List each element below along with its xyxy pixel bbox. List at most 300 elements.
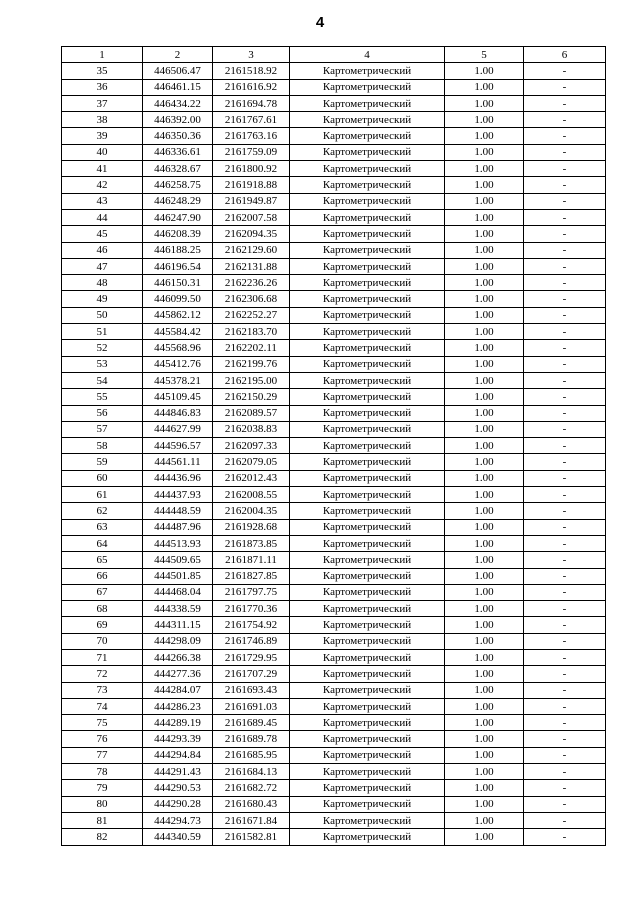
point-number-cell: 60 [62,470,143,486]
accuracy-cell: 1.00 [445,764,524,780]
x-coordinate-cell: 446461.15 [143,79,213,95]
point-number-cell: 48 [62,275,143,291]
x-coordinate-cell: 444284.07 [143,682,213,698]
point-number-cell: 42 [62,177,143,193]
y-coordinate-cell: 2162008.55 [213,487,290,503]
table-row [62,584,606,600]
table-row [62,242,606,258]
coordinates-table [61,46,606,846]
method-cell: Картометрический [290,454,445,470]
x-coordinate-cell: 446196.54 [143,258,213,274]
note-cell: - [524,356,606,372]
x-coordinate-cell: 446188.25 [143,242,213,258]
note-cell: - [524,258,606,274]
note-cell: - [524,633,606,649]
x-coordinate-cell: 445412.76 [143,356,213,372]
table-row [62,617,606,633]
x-coordinate-cell: 445584.42 [143,324,213,340]
table-row [62,161,606,177]
method-cell: Картометрический [290,682,445,698]
y-coordinate-cell: 2161928.68 [213,519,290,535]
accuracy-cell: 1.00 [445,421,524,437]
point-number-cell: 64 [62,535,143,551]
table-row [62,633,606,649]
point-number-cell: 74 [62,698,143,714]
table-row [62,829,606,845]
accuracy-cell: 1.00 [445,584,524,600]
y-coordinate-cell: 2161918.88 [213,177,290,193]
x-coordinate-cell: 444468.04 [143,584,213,600]
note-cell: - [524,796,606,812]
method-cell: Картометрический [290,307,445,323]
table-row [62,177,606,193]
y-coordinate-cell: 2161763.16 [213,128,290,144]
point-number-cell: 80 [62,796,143,812]
x-coordinate-cell: 446506.47 [143,63,213,79]
accuracy-cell: 1.00 [445,731,524,747]
accuracy-cell: 1.00 [445,161,524,177]
table-row [62,764,606,780]
point-number-cell: 77 [62,747,143,763]
note-cell: - [524,112,606,128]
note-cell: - [524,584,606,600]
point-number-cell: 54 [62,372,143,388]
table-row [62,356,606,372]
method-cell: Картометрический [290,780,445,796]
method-cell: Картометрический [290,731,445,747]
note-cell: - [524,275,606,291]
accuracy-cell: 1.00 [445,242,524,258]
y-coordinate-cell: 2161797.75 [213,584,290,600]
table-row [62,519,606,535]
x-coordinate-cell: 446099.50 [143,291,213,307]
method-cell: Картометрический [290,519,445,535]
accuracy-cell: 1.00 [445,454,524,470]
note-cell: - [524,535,606,551]
point-number-cell: 72 [62,666,143,682]
note-cell: - [524,731,606,747]
y-coordinate-cell: 2162252.27 [213,307,290,323]
x-coordinate-cell: 446434.22 [143,95,213,111]
table-row [62,421,606,437]
y-coordinate-cell: 2161582.81 [213,829,290,845]
table-row [62,405,606,421]
accuracy-cell: 1.00 [445,487,524,503]
y-coordinate-cell: 2161680.43 [213,796,290,812]
table-row [62,209,606,225]
table-row [62,649,606,665]
table-row [62,438,606,454]
method-cell: Картометрический [290,552,445,568]
y-coordinate-cell: 2162089.57 [213,405,290,421]
method-cell: Картометрический [290,405,445,421]
method-cell: Картометрический [290,242,445,258]
x-coordinate-cell: 444294.84 [143,747,213,763]
y-coordinate-cell: 2162306.68 [213,291,290,307]
y-coordinate-cell: 2161707.29 [213,666,290,682]
method-cell: Картометрический [290,95,445,111]
method-cell: Картометрический [290,421,445,437]
method-cell: Картометрический [290,291,445,307]
table-row [62,258,606,274]
y-coordinate-cell: 2162150.29 [213,389,290,405]
table-row [62,487,606,503]
point-number-cell: 63 [62,519,143,535]
y-coordinate-cell: 2162131.88 [213,258,290,274]
accuracy-cell: 1.00 [445,780,524,796]
method-cell: Картометрический [290,161,445,177]
x-coordinate-cell: 446247.90 [143,209,213,225]
method-cell: Картометрический [290,601,445,617]
point-number-cell: 55 [62,389,143,405]
y-coordinate-cell: 2161694.78 [213,95,290,111]
accuracy-cell: 1.00 [445,307,524,323]
accuracy-cell: 1.00 [445,649,524,665]
method-cell: Картометрический [290,470,445,486]
point-number-cell: 39 [62,128,143,144]
x-coordinate-cell: 446150.31 [143,275,213,291]
method-cell: Картометрический [290,258,445,274]
note-cell: - [524,503,606,519]
table-row [62,535,606,551]
point-number-cell: 62 [62,503,143,519]
note-cell: - [524,63,606,79]
method-cell: Картометрический [290,796,445,812]
note-cell: - [524,812,606,828]
note-cell: - [524,829,606,845]
accuracy-cell: 1.00 [445,470,524,486]
y-coordinate-cell: 2161759.09 [213,144,290,160]
x-coordinate-cell: 444289.19 [143,715,213,731]
x-coordinate-cell: 444338.59 [143,601,213,617]
y-coordinate-cell: 2161729.95 [213,649,290,665]
accuracy-cell: 1.00 [445,95,524,111]
table-row [62,698,606,714]
point-number-cell: 57 [62,421,143,437]
table-row [62,389,606,405]
table-header [62,47,606,63]
accuracy-cell: 1.00 [445,568,524,584]
point-number-cell: 44 [62,209,143,225]
accuracy-cell: 1.00 [445,405,524,421]
table-row [62,128,606,144]
accuracy-cell: 1.00 [445,291,524,307]
accuracy-cell: 1.00 [445,617,524,633]
point-number-cell: 61 [62,487,143,503]
point-number-cell: 36 [62,79,143,95]
note-cell: - [524,209,606,225]
table-row [62,372,606,388]
method-cell: Картометрический [290,144,445,160]
y-coordinate-cell: 2161691.03 [213,698,290,714]
x-coordinate-cell: 445568.96 [143,340,213,356]
table-row [62,715,606,731]
method-cell: Картометрический [290,63,445,79]
note-cell: - [524,519,606,535]
accuracy-cell: 1.00 [445,812,524,828]
accuracy-cell: 1.00 [445,715,524,731]
table-row [62,291,606,307]
accuracy-cell: 1.00 [445,535,524,551]
method-cell: Картометрический [290,812,445,828]
point-number-cell: 82 [62,829,143,845]
y-coordinate-cell: 2162195.00 [213,372,290,388]
x-coordinate-cell: 446258.75 [143,177,213,193]
point-number-cell: 46 [62,242,143,258]
column-header: 5 [445,47,524,63]
point-number-cell: 67 [62,584,143,600]
method-cell: Картометрический [290,128,445,144]
accuracy-cell: 1.00 [445,682,524,698]
point-number-cell: 56 [62,405,143,421]
note-cell: - [524,340,606,356]
accuracy-cell: 1.00 [445,258,524,274]
accuracy-cell: 1.00 [445,356,524,372]
column-header: 2 [143,47,213,63]
x-coordinate-cell: 445862.12 [143,307,213,323]
x-coordinate-cell: 446248.29 [143,193,213,209]
y-coordinate-cell: 2162079.05 [213,454,290,470]
accuracy-cell: 1.00 [445,340,524,356]
point-number-cell: 49 [62,291,143,307]
note-cell: - [524,552,606,568]
note-cell: - [524,698,606,714]
point-number-cell: 38 [62,112,143,128]
point-number-cell: 68 [62,601,143,617]
x-coordinate-cell: 446336.61 [143,144,213,160]
table-row [62,340,606,356]
method-cell: Картометрический [290,112,445,128]
point-number-cell: 41 [62,161,143,177]
table-row [62,503,606,519]
table-body [62,63,606,845]
point-number-cell: 71 [62,649,143,665]
point-number-cell: 76 [62,731,143,747]
point-number-cell: 37 [62,95,143,111]
x-coordinate-cell: 444437.93 [143,487,213,503]
accuracy-cell: 1.00 [445,633,524,649]
table-row [62,796,606,812]
point-number-cell: 35 [62,63,143,79]
y-coordinate-cell: 2162129.60 [213,242,290,258]
table-row [62,193,606,209]
accuracy-cell: 1.00 [445,698,524,714]
x-coordinate-cell: 444436.96 [143,470,213,486]
table-row [62,568,606,584]
y-coordinate-cell: 2161767.61 [213,112,290,128]
method-cell: Картометрический [290,79,445,95]
point-number-cell: 58 [62,438,143,454]
x-coordinate-cell: 444340.59 [143,829,213,845]
table-row [62,275,606,291]
x-coordinate-cell: 444294.73 [143,812,213,828]
point-number-cell: 65 [62,552,143,568]
x-coordinate-cell: 444293.39 [143,731,213,747]
accuracy-cell: 1.00 [445,519,524,535]
accuracy-cell: 1.00 [445,796,524,812]
column-header: 6 [524,47,606,63]
x-coordinate-cell: 446392.00 [143,112,213,128]
accuracy-cell: 1.00 [445,226,524,242]
accuracy-cell: 1.00 [445,177,524,193]
y-coordinate-cell: 2161689.78 [213,731,290,747]
note-cell: - [524,421,606,437]
accuracy-cell: 1.00 [445,128,524,144]
method-cell: Картометрический [290,698,445,714]
point-number-cell: 52 [62,340,143,356]
x-coordinate-cell: 444286.23 [143,698,213,714]
accuracy-cell: 1.00 [445,389,524,405]
x-coordinate-cell: 445378.21 [143,372,213,388]
point-number-cell: 66 [62,568,143,584]
table-row [62,731,606,747]
accuracy-cell: 1.00 [445,63,524,79]
table-row [62,95,606,111]
x-coordinate-cell: 445109.45 [143,389,213,405]
point-number-cell: 79 [62,780,143,796]
note-cell: - [524,568,606,584]
x-coordinate-cell: 444513.93 [143,535,213,551]
y-coordinate-cell: 2162007.58 [213,209,290,225]
point-number-cell: 81 [62,812,143,828]
note-cell: - [524,764,606,780]
note-cell: - [524,291,606,307]
note-cell: - [524,682,606,698]
point-number-cell: 78 [62,764,143,780]
y-coordinate-cell: 2162094.35 [213,226,290,242]
column-header: 3 [213,47,290,63]
y-coordinate-cell: 2162183.70 [213,324,290,340]
x-coordinate-cell: 444266.38 [143,649,213,665]
point-number-cell: 50 [62,307,143,323]
note-cell: - [524,454,606,470]
x-coordinate-cell: 446328.67 [143,161,213,177]
note-cell: - [524,487,606,503]
accuracy-cell: 1.00 [445,829,524,845]
point-number-cell: 75 [62,715,143,731]
y-coordinate-cell: 2161682.72 [213,780,290,796]
x-coordinate-cell: 446208.39 [143,226,213,242]
note-cell: - [524,389,606,405]
x-coordinate-cell: 444311.15 [143,617,213,633]
method-cell: Картометрический [290,226,445,242]
table-row [62,144,606,160]
y-coordinate-cell: 2162097.33 [213,438,290,454]
method-cell: Картометрический [290,209,445,225]
table-row [62,780,606,796]
point-number-cell: 69 [62,617,143,633]
note-cell: - [524,715,606,731]
note-cell: - [524,470,606,486]
method-cell: Картометрический [290,715,445,731]
note-cell: - [524,242,606,258]
x-coordinate-cell: 444627.99 [143,421,213,437]
y-coordinate-cell: 2162236.26 [213,275,290,291]
x-coordinate-cell: 444298.09 [143,633,213,649]
accuracy-cell: 1.00 [445,552,524,568]
point-number-cell: 45 [62,226,143,242]
y-coordinate-cell: 2162202.11 [213,340,290,356]
method-cell: Картометрический [290,487,445,503]
accuracy-cell: 1.00 [445,324,524,340]
table-row [62,470,606,486]
table-row [62,112,606,128]
y-coordinate-cell: 2161518.92 [213,63,290,79]
point-number-cell: 73 [62,682,143,698]
method-cell: Картометрический [290,829,445,845]
table-row [62,666,606,682]
note-cell: - [524,438,606,454]
x-coordinate-cell: 444487.96 [143,519,213,535]
table-row [62,454,606,470]
method-cell: Картометрический [290,177,445,193]
method-cell: Картометрический [290,535,445,551]
y-coordinate-cell: 2161800.92 [213,161,290,177]
method-cell: Картометрический [290,617,445,633]
y-coordinate-cell: 2161684.13 [213,764,290,780]
x-coordinate-cell: 444561.11 [143,454,213,470]
note-cell: - [524,79,606,95]
x-coordinate-cell: 444509.65 [143,552,213,568]
y-coordinate-cell: 2162012.43 [213,470,290,486]
note-cell: - [524,747,606,763]
method-cell: Картометрический [290,275,445,291]
note-cell: - [524,780,606,796]
accuracy-cell: 1.00 [445,503,524,519]
y-coordinate-cell: 2161616.92 [213,79,290,95]
y-coordinate-cell: 2161873.85 [213,535,290,551]
accuracy-cell: 1.00 [445,601,524,617]
y-coordinate-cell: 2161685.95 [213,747,290,763]
accuracy-cell: 1.00 [445,79,524,95]
accuracy-cell: 1.00 [445,144,524,160]
y-coordinate-cell: 2161671.84 [213,812,290,828]
table-row [62,812,606,828]
x-coordinate-cell: 444277.36 [143,666,213,682]
note-cell: - [524,95,606,111]
accuracy-cell: 1.00 [445,666,524,682]
note-cell: - [524,649,606,665]
method-cell: Картометрический [290,340,445,356]
y-coordinate-cell: 2161770.36 [213,601,290,617]
note-cell: - [524,372,606,388]
method-cell: Картометрический [290,747,445,763]
y-coordinate-cell: 2161754.92 [213,617,290,633]
note-cell: - [524,128,606,144]
method-cell: Картометрический [290,503,445,519]
table-row [62,79,606,95]
y-coordinate-cell: 2162199.76 [213,356,290,372]
point-number-cell: 51 [62,324,143,340]
accuracy-cell: 1.00 [445,372,524,388]
x-coordinate-cell: 444291.43 [143,764,213,780]
x-coordinate-cell: 444596.57 [143,438,213,454]
note-cell: - [524,666,606,682]
accuracy-cell: 1.00 [445,275,524,291]
table-row [62,747,606,763]
column-header: 4 [290,47,445,63]
accuracy-cell: 1.00 [445,747,524,763]
page-number: 4 [315,14,325,31]
x-coordinate-cell: 444846.83 [143,405,213,421]
method-cell: Картометрический [290,633,445,649]
table-row [62,682,606,698]
y-coordinate-cell: 2161871.11 [213,552,290,568]
method-cell: Картометрический [290,324,445,340]
note-cell: - [524,193,606,209]
accuracy-cell: 1.00 [445,112,524,128]
table-row [62,552,606,568]
